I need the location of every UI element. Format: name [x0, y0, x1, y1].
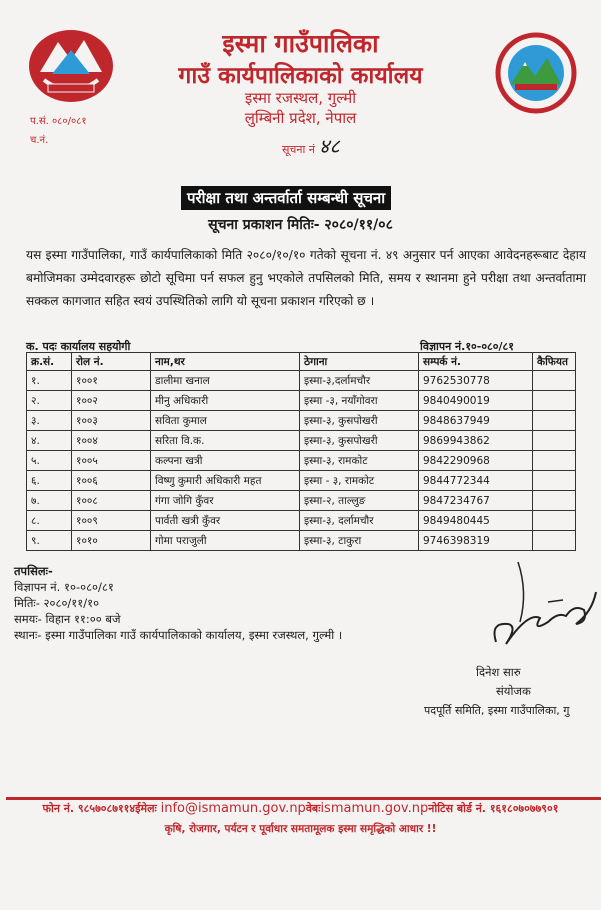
cell-remarks: [533, 511, 576, 531]
cell-address: इस्मा-३, दर्लामचौर: [300, 511, 419, 531]
details-heading: तपसिलः-: [14, 564, 53, 578]
cell-remarks: [533, 411, 576, 431]
table-row: [27, 531, 576, 551]
table-row: [27, 371, 576, 391]
cell-address: इस्मा-२, ताल्लुङ: [300, 491, 419, 511]
cell-name: गंगा जोगि कुँवर: [151, 491, 300, 511]
cell-remarks: [533, 451, 576, 471]
cell-name: गोमा पराजुली: [151, 531, 300, 551]
footer-web: ismamun.gov.np: [320, 801, 429, 816]
col-header-address: ठेगाना: [300, 353, 419, 371]
details-date: मितिः- २०८०/११/१०: [14, 596, 100, 610]
col-header-contact: सम्पर्क नं.: [419, 353, 533, 371]
table-row: [27, 511, 576, 531]
footer-phone: फोन नं. ९८५७०८७११४: [42, 802, 136, 815]
cell-roll: १००२: [72, 391, 151, 411]
cell-sn: ४.: [27, 431, 72, 451]
cell-contact: 9847234767: [419, 491, 533, 511]
signatory-org: पदपूर्ति समिति, इस्मा गाउँपालिका, गु: [424, 704, 570, 717]
cell-sn: ३.: [27, 411, 72, 431]
cell-name: सविता कुमाल: [151, 411, 300, 431]
notice-number-value: ४८: [318, 134, 340, 158]
signatory-role: संयोजक: [496, 684, 531, 698]
cell-remarks: [533, 431, 576, 451]
cell-remarks: [533, 531, 576, 551]
cell-name: पार्वती खत्री कुँवर: [151, 511, 300, 531]
cell-name: कल्पना खत्री: [151, 451, 300, 471]
office-address: इस्मा रजस्थल, गुल्मी: [244, 89, 357, 107]
table-row: [27, 471, 576, 491]
col-header-remarks: कैफियत: [533, 353, 576, 371]
footer-contact: [0, 801, 601, 816]
table-header-row: [27, 353, 576, 371]
cell-remarks: [533, 471, 576, 491]
table-row: [27, 491, 576, 511]
cell-contact: 9849480445: [419, 511, 533, 531]
footer-email: info@ismamun.gov.np: [160, 801, 306, 816]
province-country: लुम्बिनी प्रदेश, नेपाल: [244, 109, 357, 127]
cell-roll: १००८: [72, 491, 151, 511]
cell-roll: १००५: [72, 451, 151, 471]
footer-slogan: कृषि, रोजगार, पर्यटन र पूर्वाधार समतामूलक इस्मा समृद्धिको आधार !!: [164, 823, 437, 835]
cell-name: मीनु अधिकारी: [151, 391, 300, 411]
cell-address: इस्मा-३, रामकोट: [300, 451, 419, 471]
details-place: स्थानः- इस्मा गाउँपालिका गाउँ कार्यपालिकाको कार्यालय, इस्मा रजस्थल, गुल्मी ।: [14, 628, 343, 642]
cell-address: इस्मा - ३, रामकोट: [300, 471, 419, 491]
notice-number: [282, 132, 340, 159]
cell-name: विष्णु कुमारी अधिकारी महत: [151, 471, 300, 491]
cell-sn: ९.: [27, 531, 72, 551]
table-row: [27, 411, 576, 431]
col-header-roll: रोल नं.: [72, 353, 151, 371]
municipality-name: इस्मा गाउँपालिका: [222, 29, 379, 58]
cell-remarks: [533, 371, 576, 391]
publish-date: सूचना प्रकाशन मितिः- २०८०/११/०८: [208, 217, 393, 233]
cell-roll: १००१: [72, 371, 151, 391]
footer-email-label: ईमेलः: [135, 802, 157, 815]
dispatch-number: च.नं.: [30, 135, 49, 146]
notice-paragraph: यस इस्मा गाउँपालिका, गाउँ कार्यपालिकाको मिति २०८०/१०/१० गतेको सूचना नं. ४९ अनुसार पर्न आएका आवेदनहरूबाट देहाय बमोजिमका उम्मेदवारहरू छोटो सूचिमा पर्न सफल हुनु भएकोले तपसिलको मिति, समय र स्थानमा हुने परीक्षा तथा अन्तर्वातामा सक्कल कागजात सहित स्वयं उपस्थितिको लागि यो सूचना प्रकाशन गरिएको छ ।: [26, 248, 586, 308]
signature: [488, 552, 598, 662]
cell-sn: ६.: [27, 471, 72, 491]
cell-roll: १००६: [72, 471, 151, 491]
reference-number: प.सं. ०८०/०८१: [30, 116, 87, 127]
table-row: [27, 451, 576, 471]
cell-contact: 9840490019: [419, 391, 533, 411]
cell-roll: १००४: [72, 431, 151, 451]
cell-sn: ८.: [27, 511, 72, 531]
col-header-sn: क्र.सं.: [27, 353, 72, 371]
cell-sn: ७.: [27, 491, 72, 511]
footer-divider: [6, 797, 601, 800]
cell-name: सरिता वि.क.: [151, 431, 300, 451]
notice-title: परीक्षा तथा अन्तर्वार्ता सम्बन्धी सूचना: [181, 186, 391, 210]
notice-number-label: सूचना नं: [282, 143, 315, 156]
footer-notice-board: नोटिस बोर्ड नं. १६१८०७०७७९०१: [428, 802, 559, 815]
cell-roll: १०१०: [72, 531, 151, 551]
cell-roll: १००९: [72, 511, 151, 531]
post-label: क. पदः कार्यालय सहयोगी: [26, 340, 131, 353]
cell-contact: 9842290968: [419, 451, 533, 471]
cell-address: इस्मा-३, कुसपोखरी: [300, 411, 419, 431]
cell-address: इस्मा-३,दर्लामचौर: [300, 371, 419, 391]
cell-sn: १.: [27, 371, 72, 391]
footer-web-label: वेबः: [305, 802, 321, 815]
cell-contact: 9762530778: [419, 371, 533, 391]
candidate-table: [26, 352, 576, 551]
cell-remarks: [533, 391, 576, 411]
cell-contact: 9869943862: [419, 431, 533, 451]
col-header-name: नाम,थर: [151, 353, 300, 371]
cell-contact: 9844772344: [419, 471, 533, 491]
cell-name: डालीमा खनाल: [151, 371, 300, 391]
cell-address: इस्मा-३, टाकुरा: [300, 531, 419, 551]
details-advert: विज्ञापन नं. १०-०८०/८१: [14, 580, 114, 594]
cell-contact: 9848637949: [419, 411, 533, 431]
office-name: गाउँ कार्यपालिकाको कार्यालय: [178, 62, 423, 89]
table-row: [27, 431, 576, 451]
cell-address: इस्मा -३, नयाँगोवरा: [300, 391, 419, 411]
cell-sn: २.: [27, 391, 72, 411]
table-row: [27, 391, 576, 411]
cell-sn: ५.: [27, 451, 72, 471]
details-section: [14, 563, 342, 643]
cell-roll: १००३: [72, 411, 151, 431]
details-time: समयः- विहान ११:०० बजे: [14, 612, 121, 626]
cell-contact: 9746398319: [419, 531, 533, 551]
advert-number: विज्ञापन नं.१०-०८०/८१: [420, 340, 514, 353]
signatory-name: दिनेश सारु: [476, 665, 521, 679]
cell-address: इस्मा-३, कुसपोखरी: [300, 431, 419, 451]
cell-remarks: [533, 491, 576, 511]
